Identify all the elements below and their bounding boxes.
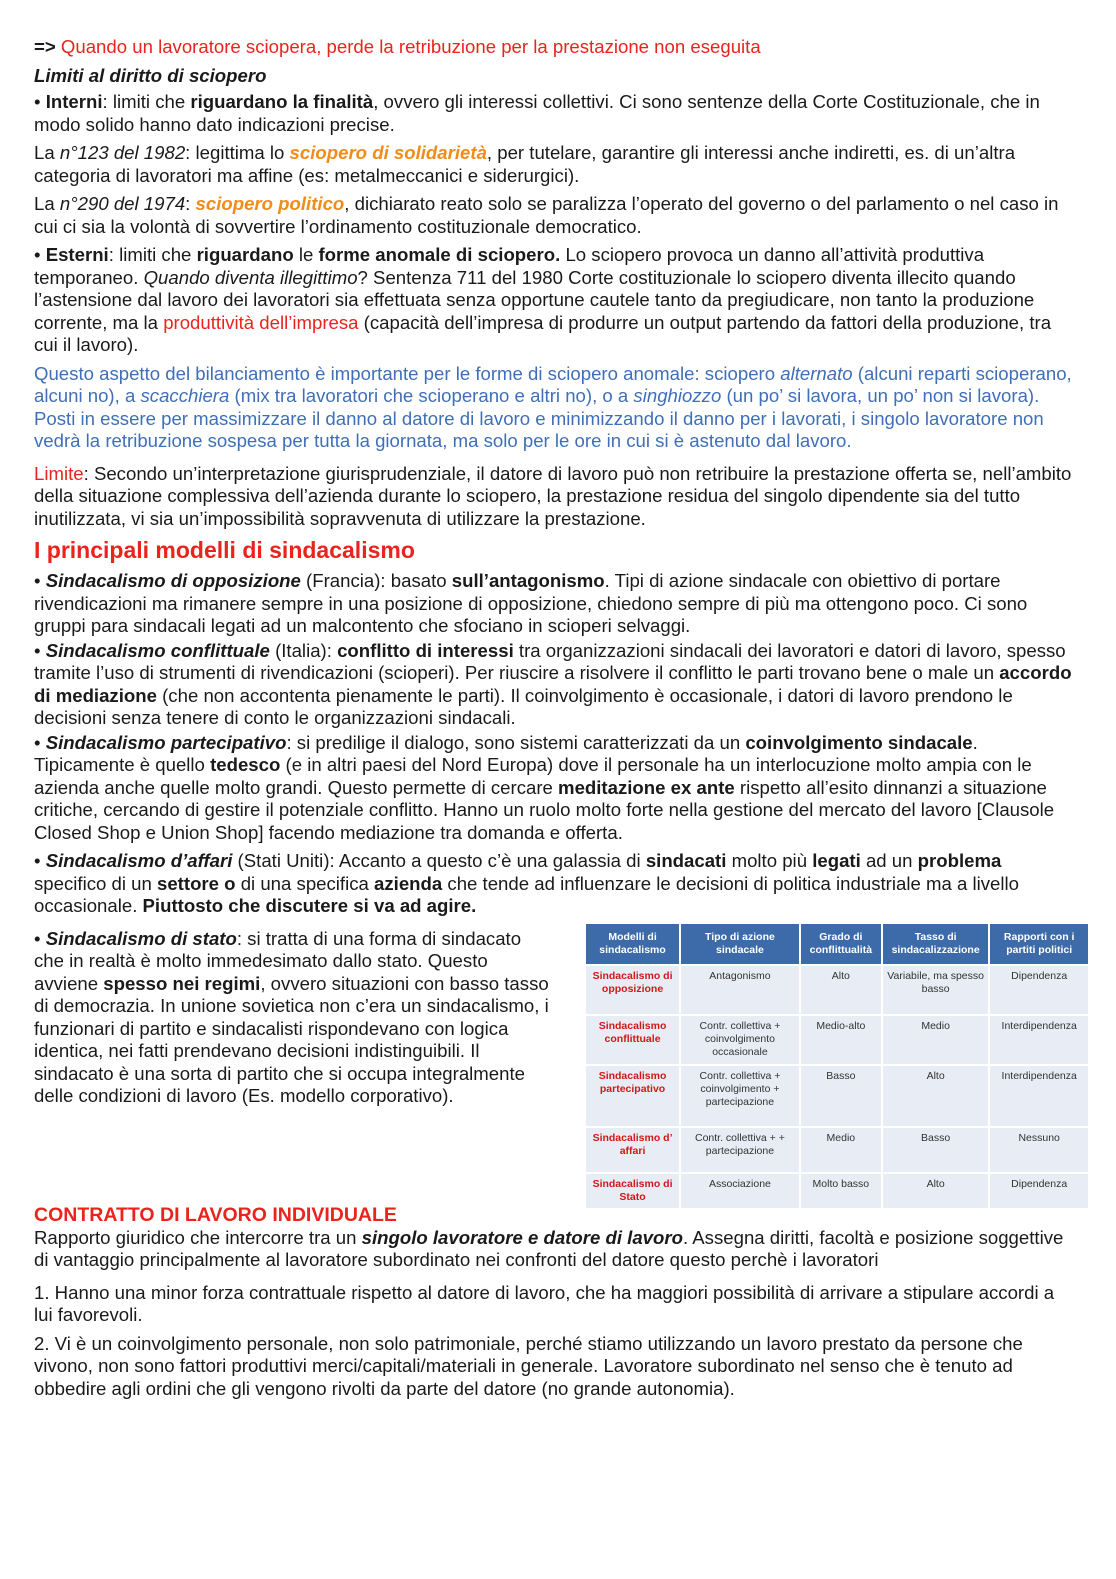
table-row: Sindacalismo conflittuale Contr. collettiva + coinvolgimento occasionale Medio-alto Medio Interdipendenza (585, 1015, 1089, 1065)
modelli-comparison-table (584, 922, 1090, 1210)
limite-label: Limite (34, 462, 84, 484)
sentenza-123-paragraph: La n°123 del 1982: legittima lo sciopero di solidarietà, per tutelare, garantire gli interessi anche indiretti, es. di un’altra categoria di lavoratori ma affine (es: metalmeccanici e siderurgici). (34, 142, 1016, 186)
sentenza-ref: n°123 del 1982 (59, 142, 186, 163)
table-row: Sindacalismo di opposizione Antagonismo Alto Variabile, ma spesso basso Dipendenza (585, 965, 1089, 1015)
sentenza-290-paragraph: La n°290 del 1974: sciopero politico, dichiarato reato solo se paralizza l’operato del governo o del parlamento o nel caso in cui ci sia la volontà di sovvertire l’ordinamento costituzionale democratico. (34, 193, 1059, 237)
table-header: Tasso di sindacalizzazione (882, 923, 989, 965)
limiti-title: Limiti al diritto di sciopero (34, 64, 267, 86)
table-header: Grado di conflittualità (800, 923, 882, 965)
limite-paragraph: Limite: Secondo un’interpretazione giurisprudenziale, il datore di lavoro può non retribuire la prestazione offerta se, nell’ambito della situazione complessiva dell’azienda durante lo sciopero, la prestazione residua del singolo dipendente sia del tutto inutilizzata, vi sia un’impossibilità sopravvenuta di utilizzare la prestazione. (34, 462, 1072, 529)
table-row: Sindacalismo di Stato Associazione Molto basso Alto Dipendenza (585, 1173, 1089, 1209)
highlight-term: sciopero di solidarietà (289, 142, 487, 163)
interni-paragraph: • Interni: limiti che riguardano la finalità, ovvero gli interessi collettivi. Ci sono sentenze della Corte Costituzionale, che in modo solido hanno dato indicazioni precise. (34, 91, 1040, 135)
affari-paragraph: • Sindacalismo d’affari (Stati Uniti): Accanto a questo c’è una galassia di sindacati molto più legati ad un problema specifico di un settore o di una specifica azienda che tende ad influenzare le decisioni di politica industriale ma a livello occasionale. Piuttosto che discutere si va ad agire. (34, 850, 1019, 916)
interni-term: Interni (45, 91, 103, 112)
stato-section (34, 928, 1076, 1204)
contratto-point-1: 1. Hanno una minor forza contrattuale rispetto al datore di lavoro, che ha maggiori possibilità di arrivare a stipulare accordi a lui favorevoli. (34, 1281, 1055, 1325)
esterni-term: Esterni (45, 244, 109, 265)
intro-text: Quando un lavoratore sciopera, perde la retribuzione per la prestazione non eseguita (60, 36, 761, 57)
modelli-title: I principali modelli di sindacalismo (34, 537, 415, 563)
contratto-intro: Rapporto giuridico che intercorre tra un singolo lavoratore e datore di lavoro. Assegna diritti, facoltà e posizione soggettive di vantaggio principalmente al lavoratore subordinato nei confronti del datore questo perchè i lavoratori (34, 1226, 1064, 1270)
highlight-term: sciopero politico (195, 193, 345, 214)
sentenza-ref: n°290 del 1974 (59, 193, 186, 214)
table-header: Modelli di sindacalismo (585, 923, 680, 965)
opposizione-paragraph: • Sindacalismo di opposizione (Francia): basato sull’antagonismo. Tipi di azione sindacale con obiettivo di portare rivendicazioni ma rimanere sempre in una posizione di opposizione, chiedono sempre di più ma ottengono poco. Ci sono gruppi para sindacali legati ad un malcontento che sfociano in scioperi selvaggi. (34, 570, 1028, 636)
contratto-point-2: 2. Vi è un coinvolgimento personale, non solo patrimoniale, perché stiamo utilizzando un lavoro prestato da persone che vivono, non sono fattori produttivi merci/capitali/materiali in generale. Lavoratore subordinato nel senso che è tenuto ad obbedire agli ordini che gli vengono rivolti da parte del datore (no grande autonomia). (34, 1332, 1023, 1399)
arrow-marker: => (34, 36, 56, 57)
table-header-row (585, 923, 1089, 965)
bilanciamento-paragraph: Questo aspetto del bilanciamento è importante per le forme di sciopero anomale: sciopero alternato (alcuni reparti scioperano, alcuni no), a scacchiera (mix tra lavoratori che scioperano e altri no), o a singhiozzo (un po’ si lavora, un po’ non si lavora). Posti in essere per massimizzare il danno al datore di lavoro e minimizzando il danno per i lavorati, i singolo lavoratore non vedrà la retribuzione sospesa per tutta la giornata, ma solo per le ore in cui si è astenuto dal lavoro. (34, 362, 1072, 451)
table-header: Tipo di azione sindacale (680, 923, 800, 965)
intro-line (34, 36, 1076, 59)
table-row: Sindacalismo partecipativo Contr. collettiva + coinvolgimento + partecipazione Basso Alto Interdipendenza (585, 1065, 1089, 1127)
stato-paragraph: • Sindacalismo di stato: si tratta di una forma di sindacato che in realtà è molto immedesimato dallo stato. Questo avviene spesso nei regimi, ovvero situazioni con basso tasso di democrazia. In unione sovietica non c’era un sindacalismo, i funzionari di partito e sindacalisti rispondevano con logica identica, nei fatti prendevano decisioni indistinguibili. Il sindacato è una sorta di partito che si occupa integralmente delle condizioni di lavoro (Es. modello corporativo). (34, 927, 549, 1106)
partecipativo-paragraph: • Sindacalismo partecipativo: si predilige il dialogo, sono sistemi caratterizzati da un coinvolgimento sindacale. Tipicamente è quello tedesco (e in altri paesi del Nord Europa) dove il personale ha un interlocuzione molto ampia con le azienda anche quelle molto grandi. Questo permette di cercare meditazione ex ante rispetto all’esito dinnanzi a situazione critiche, cercando di gestire il potenziale conflitto. Hanno un ruolo molto forte nella gestione del mercato del lavoro [Clausole Closed Shop e Union Shop] facendo mediazione tra domanda e offerta. (34, 731, 1055, 843)
table-header: Rapporti con i partiti politici (989, 923, 1089, 965)
esterni-paragraph: • Esterni: limiti che riguardano le forme anomale di sciopero. Lo sciopero provoca un danno all’attività produttiva temporaneo. Quando diventa illegittimo? Sentenza 711 del 1980 Corte costituzionale lo sciopero diventa illecito quando l’astensione dal lavoro dei lavoratori sia effettuata senza opportune cautele tanto da pregiudicare, non tanto la produzione corrente, ma la produttività dell’impresa (capacità dell’impresa di produrre un output partendo da fattori della produzione, tra cui il lavoro). (34, 244, 1052, 355)
contratto-title: CONTRATTO DI LAVORO INDIVIDUALE (34, 1203, 397, 1226)
conflittuale-paragraph: • Sindacalismo conflittuale (Italia): conflitto di interessi tra organizzazioni sindacali dei lavoratori e datori di lavoro, spesso tramite l’uso di strumenti di rivendicazioni (scioperi). Per riuscire a risolvere il conflitto le parti trovano bene o male un accordo di mediazione (che non accontenta pienamente le parti). Il coinvolgimento è occasionale, i datori di lavoro prendono le decisioni senza tenere di conto le organizzazioni sindacali. (34, 639, 1072, 728)
table-row: Sindacalismo d’ affari Contr. collettiva + + partecipazione Medio Basso Nessuno (585, 1127, 1089, 1173)
